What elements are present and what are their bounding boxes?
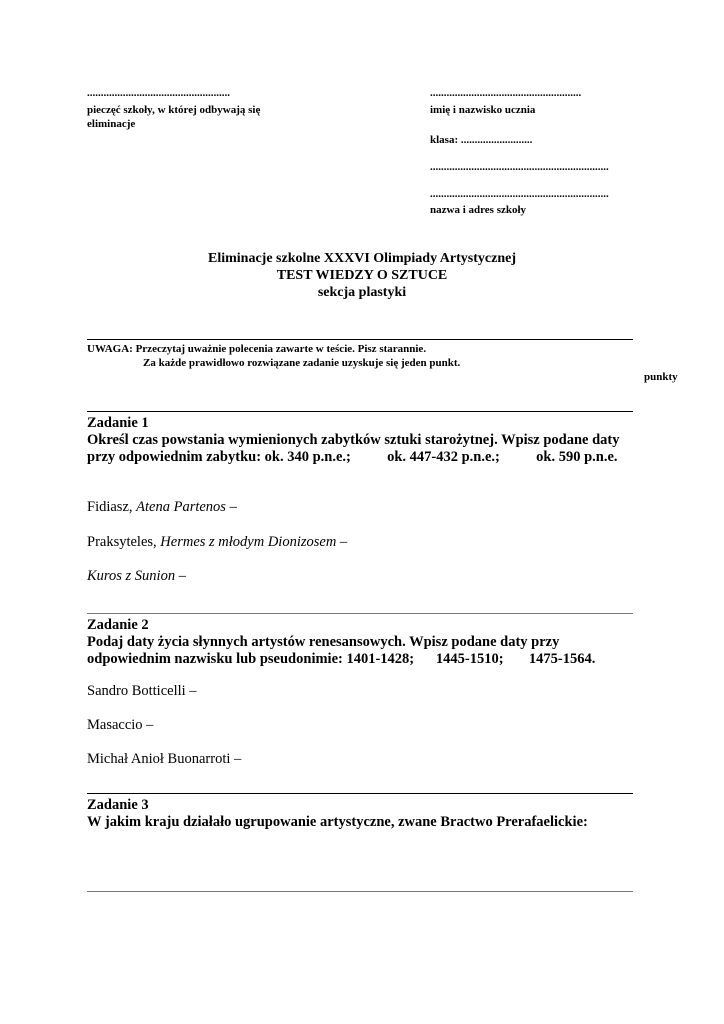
answer-line[interactable] bbox=[87, 891, 633, 892]
task-1-instruction-1: Określ czas powstania wymienionych zabytków sztuki starożytnej. Wpisz podane daty bbox=[87, 432, 620, 448]
title-line-2: TEST WIEDZY O SZTUCE bbox=[276, 268, 448, 283]
notice-line-1: UWAGA: Przeczytaj uważnie polecenia zawarte w teście. Pisz starannie. bbox=[87, 343, 427, 355]
task-1-heading: Zadanie 1 bbox=[87, 415, 149, 431]
school-address-label: nazwa i adres szkoły bbox=[430, 204, 527, 216]
task-3-heading: Zadanie 3 bbox=[87, 797, 149, 813]
notice-line-2: Za każde prawidłowo rozwiązane zadanie uzyskuje się jeden punkt. bbox=[143, 357, 461, 369]
task-1-item-3[interactable]: Kuros z Sunion – bbox=[87, 568, 186, 584]
class-field[interactable]: klasa: .......................... bbox=[430, 134, 533, 146]
title-line-1: Eliminacje szkolne XXXVI Olimpiady Artystycznej bbox=[208, 251, 516, 266]
task-1-item-2[interactable]: Praksyteles, Hermes z młodym Dionizosem – bbox=[87, 534, 348, 550]
divider bbox=[87, 793, 633, 794]
task-2-instruction-1: Podaj daty życia słynnych artystów renesansowych. Wpisz podane daty przy bbox=[87, 634, 560, 650]
task-1-item-1[interactable]: Fidiasz, Atena Partenos – bbox=[87, 499, 237, 515]
school-stamp-dots: .................................................... bbox=[87, 87, 230, 99]
title-line-3: sekcja plastyki bbox=[317, 285, 407, 300]
task-3-instruction: W jakim kraju działało ugrupowanie artystyczne, zwane Bractwo Prerafaelickie: bbox=[87, 814, 588, 830]
task-2-item-3[interactable]: Michał Anioł Buonarroti – bbox=[87, 751, 242, 767]
task-2-heading: Zadanie 2 bbox=[87, 617, 149, 633]
student-name-label: imię i nazwisko ucznia bbox=[430, 104, 536, 116]
task-2-item-1[interactable]: Sandro Botticelli – bbox=[87, 683, 197, 699]
divider bbox=[87, 411, 633, 412]
divider bbox=[87, 339, 633, 340]
student-name-dots[interactable]: ....................................................... bbox=[430, 87, 582, 99]
school-stamp-label: pieczęć szkoły, w której odbywają się bbox=[87, 104, 261, 116]
school-address-dots-2[interactable]: ................................................................. bbox=[430, 188, 609, 200]
task-2-item-2[interactable]: Masaccio – bbox=[87, 717, 154, 733]
task-1-instruction-2: przy odpowiednim zabytku: ok. 340 p.n.e.; ok. 447-432 p.n.e.; ok. 590 p.n.e. bbox=[87, 449, 618, 465]
school-address-dots-1[interactable]: ................................................................. bbox=[430, 161, 609, 173]
points-label: punkty bbox=[644, 371, 678, 383]
divider bbox=[87, 613, 633, 614]
school-stamp-label-2: eliminacje bbox=[87, 118, 136, 130]
task-2-instruction-2: odpowiednim nazwisku lub pseudonimie: 1401-1428; 1445-1510; 1475-1564. bbox=[87, 651, 596, 667]
